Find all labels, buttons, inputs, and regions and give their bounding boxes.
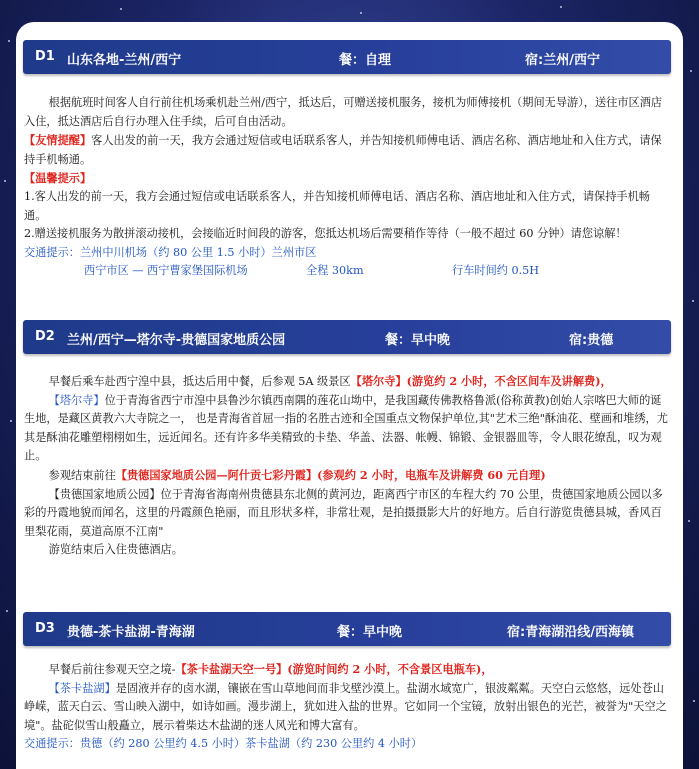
friendly-tip-text: 客人出发的前一天，我方会通过短信或电话联系客人，并告知接机师傅电话、酒店名称、酒店地址和入住方式，请保持手机畅通。 [24,134,662,166]
day-3-transport: 交通提示：贵德（约 280 公里约 4.5 小时）茶卡盐湖（约 230 公里约 4 小时） [24,737,423,751]
geopark-label: 【贵德国家地质公园】 [48,487,161,501]
day-3-route: 贵德-茶卡盐湖-青海湖 [67,625,195,640]
day-3-header [23,612,671,646]
transport-duration: 行车时间约 0.5H [452,264,540,278]
warm-tip-1: 1.客人出发的前一天，我方会通过短信或电话联系客人，并告知接机师傅电话、酒店名称、酒店地址和入住方式，请保持手机畅通。 [24,189,650,222]
friendly-tip-label: 【友情提醒】 [24,133,92,148]
day-2-paragraph-4 [24,486,672,542]
day-2-paragraph-2 [24,392,672,466]
warm-tip-label: 【温馨提示】 [24,171,92,186]
day-1-transport-line: 交通提示：兰州中川机场（约 80 公里 1.5 小时）兰州市区 [24,245,317,259]
chaka-label: 【茶卡盐湖】 [48,681,116,695]
day-3-intro-text: 早餐后前往参观天空之境- [48,663,176,676]
day-3-section [16,612,683,754]
chaka-highlight: 【茶卡盐湖天空一号】(游览时间约 2 小时，不含景区电瓶车)， [175,662,493,676]
day-1-section [16,40,683,281]
day-3-number: D3 [35,621,55,636]
day-2-route: 兰州/西宁—塔尔寺-贵德国家地质公园 [67,333,286,348]
day-2-stay: 宿:贵德 [569,333,614,348]
day-2-intro-text: 早餐后乘车赴西宁湟中县，抵达后用中餐，后参观 5A 级景区 [48,375,351,388]
day-2-section [16,320,683,560]
day-3-paragraph-1 [24,660,672,680]
day-2-next-text: 参观结束前往 [48,468,116,482]
day-1-paragraph: 根据航班时间客人自行前往机场乘机赴兰州/西宁，抵达后，可赠送接机服务，接机为师傅接机（期间无导游），送往市区酒店入住，抵达酒店后自行办理入住手续，后可自由活动。 [24,96,663,128]
taer-temple-label: 【塔尔寺】 [48,393,105,407]
day-3-paragraph-2 [24,680,672,736]
day-3-meal: 餐：早中晚 [337,625,403,640]
day-2-paragraph-5: 游览结束后入住贵德酒店。 [48,543,183,557]
day-1-stay: 宿:兰州/西宁 [525,53,600,68]
day-2-header [23,320,671,354]
geopark-description: 位于青海省海南州贵德县东北侧的黄河边，距离西宁市区的车程大约 70 公里，贵德国家地质公园以多彩的丹霞地貌而闻名，这里的丹霞颜色艳丽，而且形状多样，非常壮观，是拍摄摄影大片的好地方。后自行游览贵德县城，香风百里梨花雨，莫道高原不江南" [24,487,663,538]
guide-geopark-highlight: 【贵德国家地质公园—阿什贡七彩丹霞】(参观约 2 小时，电瓶车及讲解费 60 元自理) [115,467,546,482]
day-1-friendly-tip [24,131,672,169]
day-1-route: 山东各地-兰州/西宁 [67,53,182,68]
day-1-meal: 餐：自理 [339,53,392,68]
warm-tip-2: 2.赠送接机服务为散拼滚动接机，会接临近时间段的游客，您抵达机场后需要稍作等待（一般不超过 60 分钟）请您谅解！ [24,227,627,241]
chaka-description: 是固液并存的卤水湖，镶嵌在雪山草地间而非戈壁沙漠上。盐湖水域宽广，银波粼粼。天空白云悠悠，远处苍山峥嵘，蓝天白云、雪山映入湖中，如诗如画。漫步湖上，犹如进入盐的世界。它如同一个宝镜，放射出银色的光芒，被誉为"天空之境"。盐砣似雪山般矗立，展示着柴达木盐湖的迷人风光和博大富有。 [24,681,667,732]
day-2-paragraph-3 [24,466,672,486]
day-2-paragraph-1 [24,372,672,392]
day-1-number: D1 [35,49,55,64]
day-3-body [24,660,672,754]
day-2-meal: 餐：早中晚 [385,333,451,348]
day-1-transport-row [24,262,672,281]
itinerary-sheet [16,22,683,769]
day-1-header [23,40,671,74]
day-2-number: D2 [35,329,55,344]
day-3-stay: 宿:青海湖沿线/西海镇 [507,625,634,640]
day-1-body [24,94,672,281]
transport-distance: 全程 30km [306,264,364,278]
taer-temple-description: 位于青海省西宁市湟中县鲁沙尔镇西南隅的莲花山坳中，是我国藏传佛教格鲁派(俗称黄教)创始人宗喀巴大师的诞生地，是藏区黄教六大寺院之一， 也是青海省首屈一指的名胜古迹和全国重点文物保护单位,其"艺术三绝"酥油花、壁画和堆绣，尤其是酥油花雕塑栩栩如生，远近闻名。还有许多华美精致的卡垫、华盖、法器、帐幔、锦锻、金银器皿等，令人眼花缭乱，叹为观止。 [24,393,668,463]
day-2-body [24,372,672,560]
taer-temple-highlight: 【塔尔寺】(游览约 2 小时，不含区间车及讲解费)， [350,374,612,388]
transport-from-to: 西宁市区 — 西宁曹家堡国际机场 [84,264,248,278]
